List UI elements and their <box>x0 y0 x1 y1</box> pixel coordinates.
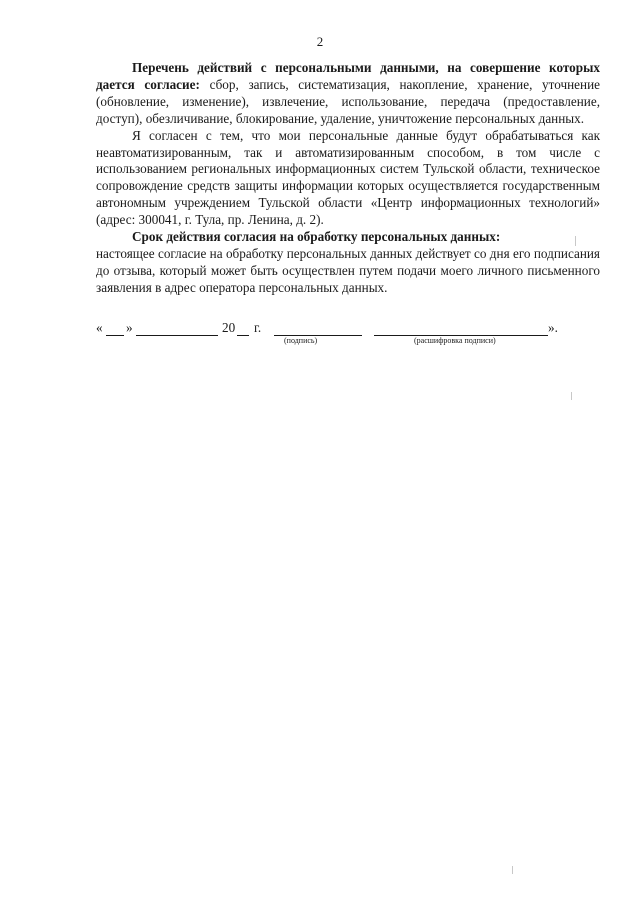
scan-speck <box>512 866 513 874</box>
actions-paragraph <box>96 60 600 128</box>
date-close-quote: » <box>126 320 133 335</box>
signature-caption: (подпись) <box>284 336 318 345</box>
year-suffix: г. <box>254 320 262 335</box>
consent-paragraph: Я согласен с тем, что мои персональные данные будут обрабатываться как неавтоматизированным, так и автоматизированным способом, в том числе с использованием региональных информационных систем Тульской области, техническое сопровождение средств защиты информации которых осуществляется государственным автономным учреждением Тульской области «Центр информационных технологий» (адрес: 300041, г. Тула, пр. Ленина, д. 2). <box>96 127 600 228</box>
term-heading: Срок действия согласия на обработку персональных данных: <box>132 229 501 245</box>
scan-speck <box>575 236 576 246</box>
scan-speck <box>571 392 572 400</box>
end-mark: ». <box>548 320 558 335</box>
term-text: настоящее согласие на обработку персональных данных действует со дня его подписания до отзыва, который может быть осуществлен путем подачи моего личного письменного заявления в адрес оператора персональных данных. <box>96 245 600 295</box>
signature-block <box>96 320 600 350</box>
document-body <box>96 60 600 297</box>
day-field-line[interactable] <box>106 335 124 336</box>
actions-text: сбор, запись, систематизация, накопление, хранение, уточнение (обновление, изменение), извлечение, использование, передача (предоставление, доступ), обезличивание, блокирование, удаление, уничтожение персональных данных. <box>96 76 601 126</box>
year-prefix: 20 <box>222 320 236 335</box>
year-field-line[interactable] <box>237 335 249 336</box>
month-field-line[interactable] <box>136 335 218 336</box>
date-open-quote: « <box>96 320 103 335</box>
term-heading-paragraph <box>96 229 600 246</box>
page-number: 2 <box>316 34 324 49</box>
actions-heading: Перечень действий с персональными данными, на совершение которых дается согласие: <box>96 60 600 92</box>
decode-caption: (расшифровка подписи) <box>414 336 496 345</box>
